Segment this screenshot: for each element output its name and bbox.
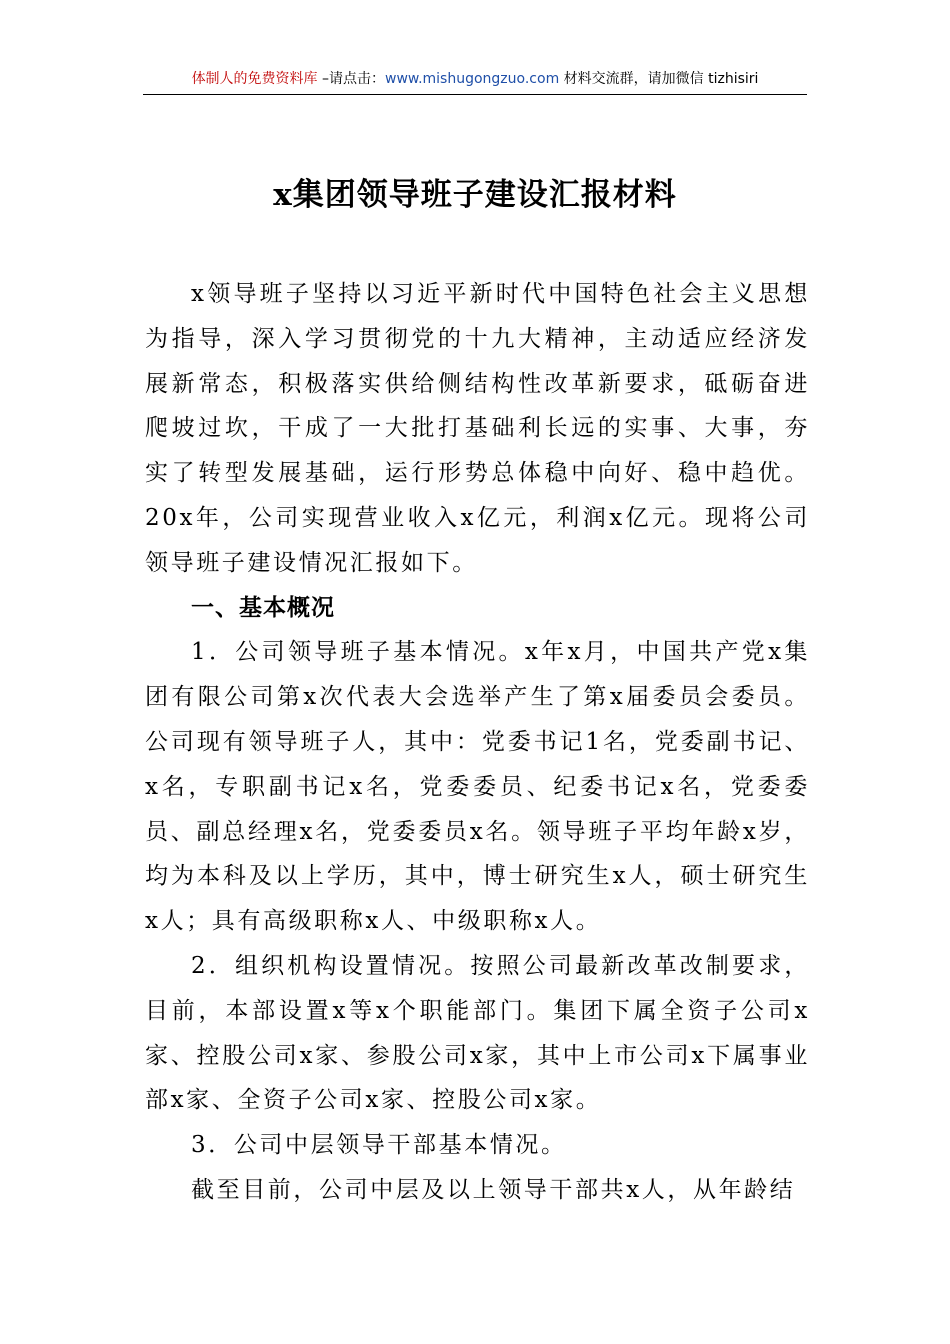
section-heading: 一、基本概况 bbox=[191, 594, 335, 621]
document-body bbox=[145, 272, 810, 1213]
paragraph-organization: 2．组织机构设置情况。按照公司最新改革改制要求，目前，本部设置x等x个职能部门。集团下属全资子公司x家、控股公司x家、参股公司x家，其中上市公司x下属事业部x家、全资子公司x家、控股公司x家。 bbox=[145, 952, 810, 1114]
document-title: x集团领导班子建设汇报材料 bbox=[273, 177, 677, 213]
header-prompt: –请点击： bbox=[317, 71, 386, 87]
paragraph-cadre-count: 截至目前，公司中层及以上领导干部共x人，从年龄结 bbox=[191, 1176, 796, 1203]
paragraph-leadership: 1．公司领导班子基本情况。x年x月，中国共产党x集团有限公司第x次代表大会选举产生了第x届委员会委员。公司现有领导班子人，其中：党委书记1名，党委副书记、x名，专职副书记x名，党委委员、纪委书记x名，党委委员、副总经理x名，党委委员x名。领导班子平均年龄x岁，均为本科及以上学历，其中，博士研究生x人，硕士研究生x人；具有高级职称x人、中级职称x人。 bbox=[145, 639, 810, 935]
header-contact: 材料交流群，请加微信 tizhisiri bbox=[559, 71, 759, 87]
intro-paragraph: x领导班子坚持以习近平新时代中国特色社会主义思想为指导，深入学习贯彻党的十九大精神，主动适应经济发展新常态，积极落实供给侧结构性改革新要求，砥砺奋进爬坡过坎，干成了一大批打基础利长远的实事、大事，夯实了转型发展基础，运行形势总体稳中向好、稳中趋优。20x年，公司实现营业收入x亿元，利润x亿元。现将公司领导班子建设情况汇报如下。 bbox=[145, 281, 810, 576]
paragraph-middle-managers: 3．公司中层领导干部基本情况。 bbox=[191, 1132, 567, 1159]
header-url-link[interactable]: www.mishugongzuo.com bbox=[385, 71, 560, 87]
page-header bbox=[143, 64, 807, 95]
header-brand: 体制人的免费资料库 bbox=[191, 71, 318, 87]
